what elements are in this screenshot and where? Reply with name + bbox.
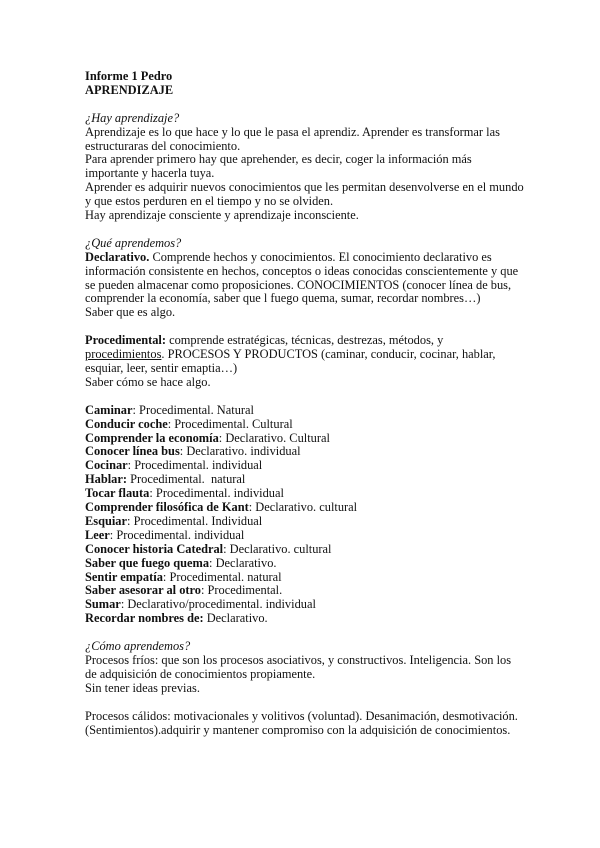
classification-item <box>85 515 520 529</box>
paragraph-line: importante y hacerla tuya. <box>85 166 215 181</box>
classification-term: Conocer línea bus <box>85 444 180 459</box>
classification-term: Recordar nombres de: <box>85 611 204 626</box>
classification-separator: : <box>248 500 256 515</box>
section-heading-que-aprendemos: ¿Qué aprendemos? <box>85 235 182 250</box>
classification-description: Procedimental. individual <box>116 527 245 542</box>
classification-separator: : <box>218 430 226 445</box>
classification-description: Procedimental. Individual <box>133 513 263 528</box>
section-heading-hay-aprendizaje: ¿Hay aprendizaje? <box>85 110 180 125</box>
procedimental-definition-line <box>85 334 520 348</box>
paragraph-line: de adquisición de conocimientos propiamente. <box>85 666 316 681</box>
classification-item <box>85 571 520 585</box>
classification-separator: : <box>167 416 175 431</box>
classification-item <box>85 459 520 473</box>
classification-term: Conducir coche <box>85 416 168 431</box>
paragraph-line: Sin tener ideas previas. <box>85 680 200 695</box>
classification-separator: : <box>200 583 208 598</box>
paragraph-line: Aprendizaje es lo que hace y lo que le pasa el aprendiz. Aprender es transformar las <box>85 124 500 139</box>
document-subtitle: APRENDIZAJE <box>85 82 174 97</box>
paragraph-line: y que estos perduren en el tiempo y no se olviden. <box>85 194 334 209</box>
classification-list <box>85 404 520 627</box>
classification-item <box>85 487 520 501</box>
classification-description: Declarativo. <box>206 611 268 626</box>
classification-separator: : <box>120 597 128 612</box>
paragraph-line: Procesos cálidos: motivacionales y volitivos (voluntad). Desanimación, desmotivación. <box>85 708 518 723</box>
classification-term: Hablar: <box>85 472 127 487</box>
classification-separator: : <box>132 402 140 417</box>
section-heading-como-aprendemos: ¿Cómo aprendemos? <box>85 639 191 654</box>
classification-item <box>85 501 520 515</box>
classification-item <box>85 418 520 432</box>
paragraph-line: estructuraras del conocimiento. <box>85 138 241 153</box>
procedimental-term: Procedimental: <box>85 333 166 348</box>
document-title: Informe 1 Pedro <box>85 69 173 83</box>
classification-separator: : <box>127 513 134 528</box>
paragraph-line: Aprender es adquirir nuevos conocimientos que les permitan desenvolverse en el mundo <box>85 180 524 195</box>
procedimental-line-2 <box>85 348 520 362</box>
paragraph-line: esquiar, leer, sentir emaptia…) <box>85 360 238 375</box>
classification-description: Declarativo. Cultural <box>225 430 330 445</box>
classification-description: Declarativo. cultural <box>229 541 332 556</box>
classification-term: Leer <box>85 527 110 542</box>
classification-term: Esquiar <box>85 513 128 528</box>
classification-item <box>85 612 520 626</box>
classification-description: Procedimental. individual <box>155 486 284 501</box>
classification-description: Procedimental. individual <box>134 458 263 473</box>
classification-term: Saber que fuego quema <box>85 555 210 570</box>
classification-term: Sentir empatía <box>85 569 163 584</box>
classification-description: Declarativo. <box>215 555 277 570</box>
classification-item <box>85 445 520 459</box>
paragraph-line: comprender la economía, saber que l fuego quema, sumar, recordar nombres…) <box>85 291 481 306</box>
declarativo-definition-line <box>85 251 520 265</box>
classification-description: Declarativo. cultural <box>255 500 358 515</box>
classification-item <box>85 529 520 543</box>
procedimientos-underlined: procedimientos <box>85 347 162 362</box>
classification-term: Cocinar <box>85 458 128 473</box>
classification-description: Procedimental. Cultural <box>174 416 293 431</box>
classification-term: Sumar <box>85 597 121 612</box>
classification-item <box>85 557 520 571</box>
classification-description: Procedimental. <box>207 583 283 598</box>
procedimental-text: comprende estratégicas, técnicas, destrezas, métodos, y <box>165 333 444 348</box>
classification-item <box>85 598 520 612</box>
paragraph-line: Saber cómo se hace algo. <box>85 374 211 389</box>
declarativo-text: Comprende hechos y conocimientos. El conocimiento declarativo es <box>149 249 492 264</box>
classification-item <box>85 432 520 446</box>
classification-description: Procedimental. natural <box>169 569 282 584</box>
paragraph-line: Para aprender primero hay que aprehender, es decir, coger la información más <box>85 152 472 167</box>
procedimental-text-2: . PROCESOS Y PRODUCTOS (caminar, conducir, cocinar, hablar, <box>161 347 496 362</box>
paragraph-line: (Sentimientos).adquirir y mantener compromiso con la adquisición de conocimientos. <box>85 722 511 737</box>
paragraph-line: Saber que es algo. <box>85 305 176 320</box>
classification-description: Procedimental. Natural <box>139 402 254 417</box>
classification-term: Caminar <box>85 402 133 417</box>
classification-term: Comprender la economía <box>85 430 219 445</box>
classification-separator: : <box>127 458 135 473</box>
classification-description: Declarativo/procedimental. individual <box>127 597 316 612</box>
paragraph-line: Hay aprendizaje consciente y aprendizaje inconsciente. <box>85 208 359 223</box>
classification-term: Comprender filosófica de Kant <box>85 500 249 515</box>
paragraph-line: Procesos fríos: que son los procesos asociativos, y constructivos. Inteligencia. Son los <box>85 652 512 667</box>
classification-item <box>85 404 520 418</box>
classification-separator: : <box>179 444 187 459</box>
paragraph-line: se pueden almacenar como proposiciones. CONOCIMIENTOS (conocer línea de bus, <box>85 277 512 292</box>
classification-description: Procedimental. natural <box>130 472 246 487</box>
classification-item <box>85 584 520 598</box>
paragraph-line: información consistente en hechos, conceptos o ideas conocidas conscientemente y que <box>85 263 519 278</box>
classification-separator: : <box>162 569 170 584</box>
classification-term: Conocer historia Catedral <box>85 541 224 556</box>
classification-term: Tocar flauta <box>85 486 150 501</box>
classification-item <box>85 543 520 557</box>
classification-item <box>85 473 520 487</box>
classification-description: Declarativo. individual <box>186 444 301 459</box>
declarativo-term: Declarativo. <box>85 249 150 264</box>
classification-separator: : <box>109 527 117 542</box>
classification-separator: : <box>149 486 156 501</box>
classification-separator: : <box>223 541 230 556</box>
classification-separator: : <box>209 555 216 570</box>
classification-term: Saber asesorar al otro <box>85 583 201 598</box>
